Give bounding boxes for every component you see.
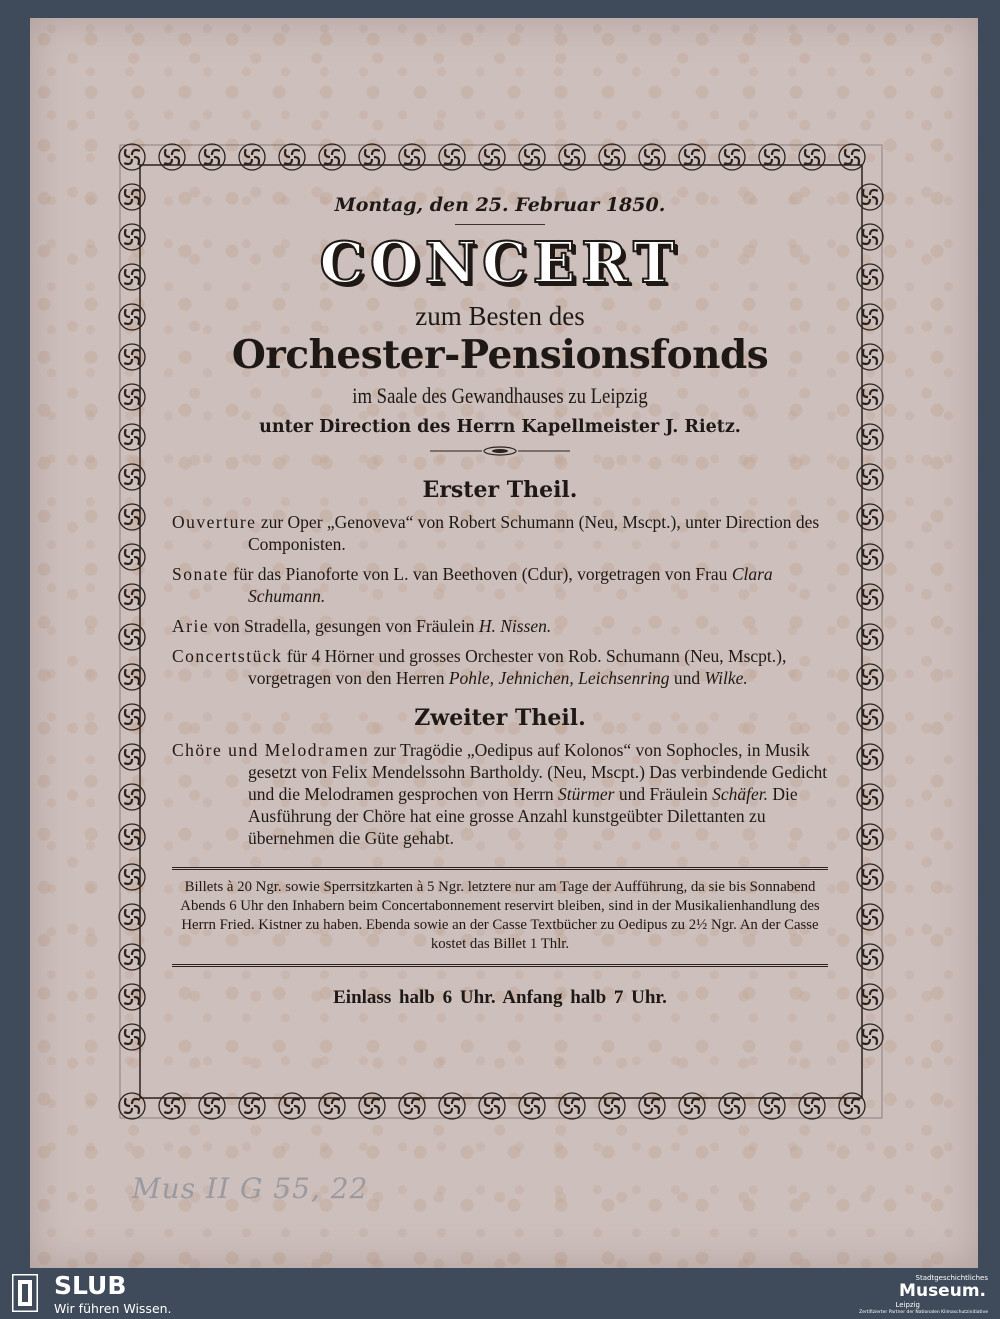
border-ornament bbox=[857, 664, 883, 690]
museum-city: Leipzig bbox=[895, 1301, 920, 1309]
program-item: Ouverture zur Oper „Genoveva“ von Robert Schumann (Neu, Mscpt.), unter Direction des Componisten. bbox=[172, 511, 820, 554]
border-ornament bbox=[559, 144, 585, 170]
border-ornament bbox=[119, 264, 145, 290]
border-ornament bbox=[857, 784, 883, 810]
border-ornament bbox=[719, 144, 745, 170]
part2-heading: Zweiter Theil. bbox=[414, 704, 586, 731]
border-ornament bbox=[279, 1093, 305, 1119]
border-ornament bbox=[119, 304, 145, 330]
footer-bar bbox=[0, 1268, 1000, 1319]
border-ornament bbox=[857, 704, 883, 730]
border-ornament bbox=[119, 904, 145, 930]
border-ornament bbox=[439, 1093, 465, 1119]
border-ornament bbox=[119, 704, 145, 730]
border-ornament bbox=[857, 864, 883, 890]
conductor-line: unter Direction des Herrn Kapellmeister J. Rietz. bbox=[259, 416, 741, 437]
museum-label: Stadtgeschichtliches bbox=[915, 1274, 988, 1282]
border-ornament bbox=[119, 224, 145, 250]
program-item: Arie von Stradella, gesungen von Fräulein H. Nissen. bbox=[172, 615, 552, 636]
border-ornament bbox=[857, 624, 883, 650]
border-ornament bbox=[119, 384, 145, 410]
border-ornament bbox=[119, 464, 145, 490]
border-ornament bbox=[399, 144, 425, 170]
border-ornament bbox=[359, 144, 385, 170]
border-ornament bbox=[857, 424, 883, 450]
border-ornament bbox=[857, 944, 883, 970]
border-ornament bbox=[857, 904, 883, 930]
border-ornament bbox=[679, 1093, 705, 1119]
border-ornament bbox=[119, 144, 145, 170]
poster-title: CONCERT bbox=[319, 230, 681, 296]
border-ornament bbox=[857, 544, 883, 570]
admission-times: Einlass halb 6 Uhr. Anfang halb 7 Uhr. bbox=[333, 986, 667, 1008]
border-ornament bbox=[857, 1024, 883, 1050]
border-ornament bbox=[639, 1093, 665, 1119]
border-ornament bbox=[359, 1093, 385, 1119]
border-ornament bbox=[857, 224, 883, 250]
border-ornament bbox=[759, 144, 785, 170]
border-ornament bbox=[439, 144, 465, 170]
concert-date: Montag, den 25. Februar 1850. bbox=[334, 194, 666, 216]
border-ornament bbox=[159, 1093, 185, 1119]
border-ornament bbox=[719, 1093, 745, 1119]
border-ornament bbox=[479, 144, 505, 170]
border-ornament bbox=[119, 744, 145, 770]
border-ornament bbox=[239, 1093, 265, 1119]
border-ornament bbox=[119, 1024, 145, 1050]
border-ornament bbox=[119, 824, 145, 850]
border-ornament bbox=[857, 384, 883, 410]
border-ornament bbox=[119, 784, 145, 810]
border-ornament bbox=[119, 344, 145, 370]
border-ornament bbox=[839, 144, 865, 170]
border-ornament bbox=[799, 144, 825, 170]
border-ornament bbox=[799, 1093, 825, 1119]
border-ornament bbox=[639, 144, 665, 170]
border-ornament bbox=[857, 504, 883, 530]
museum-certification: Zertifizierter Partner der Nationalen Klimaschutzinitiative bbox=[859, 1310, 988, 1315]
border-ornament bbox=[559, 1093, 585, 1119]
border-ornament bbox=[119, 624, 145, 650]
border-ornament bbox=[239, 144, 265, 170]
border-ornament bbox=[199, 144, 225, 170]
border-ornament bbox=[119, 584, 145, 610]
museum-logo[interactable]: Museum. bbox=[899, 1281, 986, 1301]
border-ornament bbox=[857, 344, 883, 370]
border-ornament bbox=[519, 1093, 545, 1119]
border-ornament bbox=[599, 144, 625, 170]
border-ornament bbox=[857, 304, 883, 330]
part1-program bbox=[172, 511, 828, 689]
border-ornament bbox=[119, 1093, 145, 1119]
border-ornament bbox=[857, 984, 883, 1010]
border-ornament bbox=[857, 464, 883, 490]
border-ornament bbox=[519, 144, 545, 170]
venue: im Saale des Gewandhauses zu Leipzig bbox=[352, 382, 648, 408]
border-ornament bbox=[119, 664, 145, 690]
border-ornament bbox=[119, 864, 145, 890]
ticket-info: Billets à 20 Ngr. sowie Sperrsitzkarten à 5 Ngr. letztere nur am Tage der Aufführung, da sie bis Sonnabend Abends 6 Uhr den Inhabern beim Concertabonnement reservirt bleiben, sind in der Musikalienhandlung des Herrn Fried. Kistner zu haben. Ebenda sowie an der Casse Textbücher zu Oedipus zu 2½ Ngr. An der Casse kostet das Billet 1 Thlr. bbox=[172, 867, 828, 967]
border-ornament bbox=[119, 984, 145, 1010]
border-ornament bbox=[119, 544, 145, 570]
border-ornament bbox=[599, 1093, 625, 1119]
poster-subtitle: zum Besten des bbox=[415, 301, 585, 331]
program-item: Concertstück für 4 Hörner und grosses Orchester von Rob. Schumann (Neu, Mscpt.), vorgetragen von den Herren Pohle, Jehnichen, Leichsenring und Wilke. bbox=[172, 645, 787, 688]
ornament-divider bbox=[430, 445, 570, 457]
border-ornament bbox=[119, 944, 145, 970]
border-ornament bbox=[199, 1093, 225, 1119]
program-item: Chöre und Melodramen zur Tragödie „Oedipus auf Kolonos“ von Sophocles, in Musik gesetzt von Felix Mendelssohn Bartholdy. (Neu, Mscpt.) Das verbindende Gedicht und die Melodramen gesprochen von Herrn Stürmer und Fräulein Schäfer. Die Ausführung der Chöre hat eine grosse Anzahl kunstgeübter Dilettanten zu übernehmen die Güte gehabt. bbox=[172, 739, 828, 848]
border-ornament bbox=[759, 1093, 785, 1119]
slub-brand[interactable]: SLUB bbox=[54, 1271, 127, 1300]
border-ornament bbox=[399, 1093, 425, 1119]
border-ornament bbox=[857, 184, 883, 210]
border-ornament bbox=[319, 144, 345, 170]
fund-name: Orchester-Pensionsfonds bbox=[231, 332, 769, 378]
border-ornament bbox=[159, 144, 185, 170]
border-ornament bbox=[119, 424, 145, 450]
border-ornament bbox=[679, 144, 705, 170]
border-ornament bbox=[857, 744, 883, 770]
border-ornament bbox=[319, 1093, 345, 1119]
divider bbox=[455, 224, 545, 225]
border-ornament bbox=[839, 1093, 865, 1119]
slub-tagline: Wir führen Wissen. bbox=[54, 1301, 172, 1316]
border-ornament bbox=[479, 1093, 505, 1119]
border-ornament bbox=[119, 184, 145, 210]
border-ornament bbox=[279, 144, 305, 170]
program-item: Sonate für das Pianoforte von L. van Beethoven (Cdur), vorgetragen von Frau Clara Schumann. bbox=[172, 563, 773, 606]
slub-logo-icon[interactable] bbox=[12, 1274, 38, 1312]
border-ornament bbox=[857, 824, 883, 850]
border-ornament bbox=[857, 584, 883, 610]
part1-heading: Erster Theil. bbox=[422, 476, 578, 503]
border-ornament bbox=[119, 504, 145, 530]
handwritten-shelfmark: Mus II G 55, 22 bbox=[132, 1172, 369, 1205]
part2-program bbox=[172, 739, 828, 849]
poster-content bbox=[172, 190, 828, 1009]
border-ornament bbox=[857, 264, 883, 290]
